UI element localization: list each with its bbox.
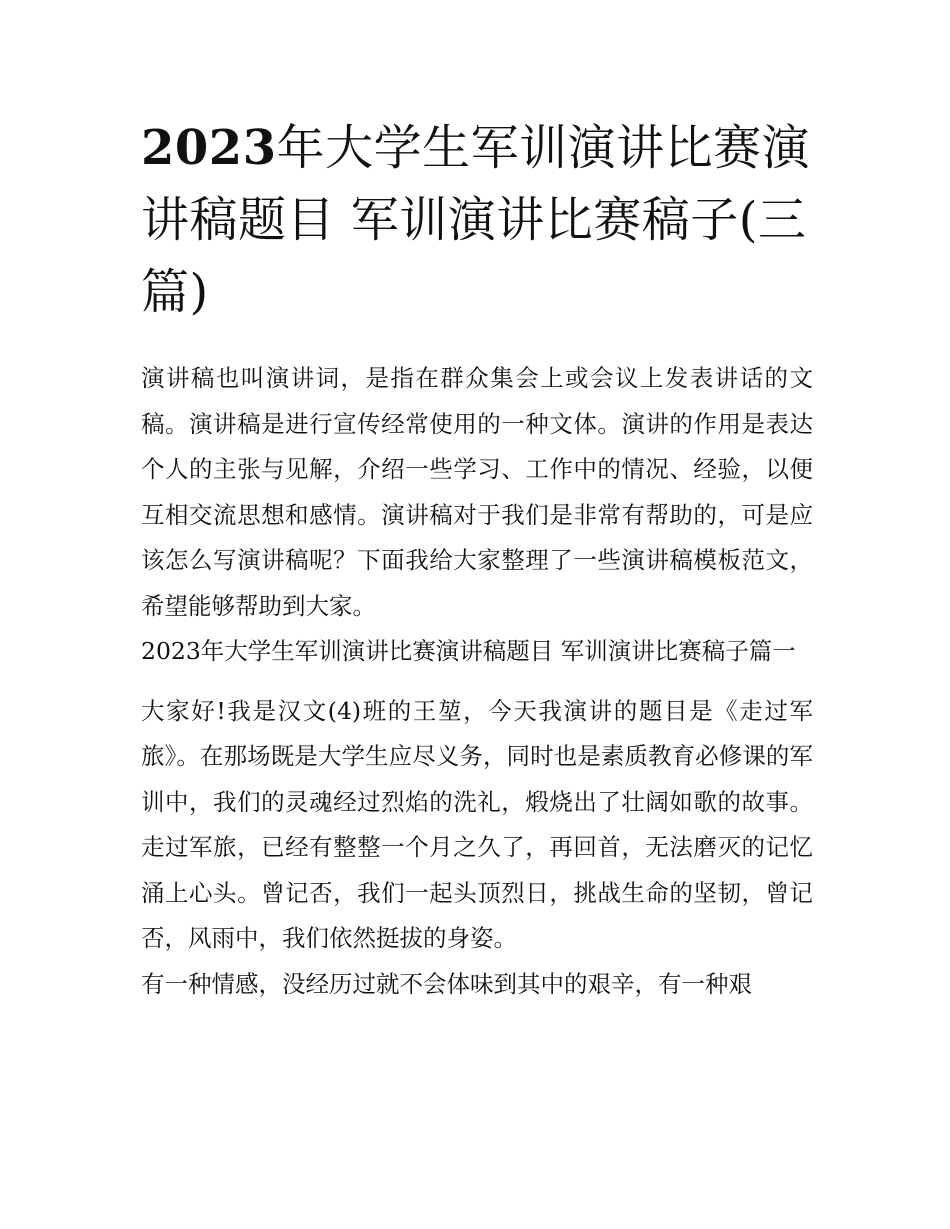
intro-paragraph: 演讲稿也叫演讲词，是指在群众集会上或会议上发表讲话的文稿。演讲稿是进行宣传经常使用的一种文体。演讲的作用是表达个人的主张与见解，介绍一些学习、工作中的情况、经验，以便互相交流思想和感情。演讲稿对于我们是非常有帮助的，可是应该怎么写演讲稿呢？下面我给大家整理了一些演讲稿模板范文，希望能够帮助到大家。 xyxy=(141,364,813,620)
title-year: 2023 xyxy=(141,120,277,176)
title-text: 年大学生军训演讲比赛演讲稿题目 军训演讲比赛稿子(三篇) xyxy=(141,120,811,320)
document-title xyxy=(141,112,813,328)
section-heading: 2023年大学生军训演讲比赛演讲稿题目 军训演讲比赛稿子篇一 xyxy=(141,637,796,665)
document-page xyxy=(141,112,813,1007)
section-paragraph: 大家好!我是汉文(4)班的王堃，今天我演讲的题目是《走过军旅》。在那场既是大学生应尽义务，同时也是素质教育必修课的军训中，我们的灵魂经过烈焰的洗礼，煅烧出了壮阔如歌的故事。走过军旅，已经有整整一个月之久了，再回首，无法磨灭的记忆涌上心头。曾记否，我们一起头顶烈日，挑战生命的坚韧，曾记否，风雨中，我们依然挺拔的身姿。 xyxy=(141,696,813,952)
section-paragraph-continued: 有一种情感，没经历过就不会体味到其中的艰辛，有一种艰 xyxy=(141,969,752,998)
